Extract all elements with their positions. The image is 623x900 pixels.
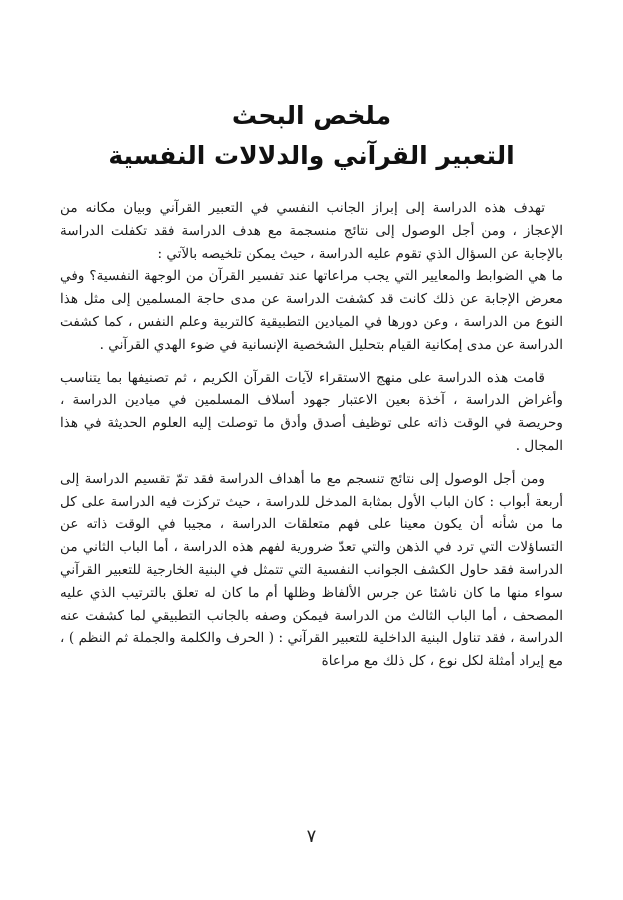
- title-block: [0, 96, 623, 176]
- page-number: ٧: [306, 826, 317, 847]
- paragraph-intro: تهدف هذه الدراسة إلى إبراز الجانب النفسي في التعبير القرآني وبيان مكانه من الإعجاز ، ومن أجل الوصول إلى نتائج منسجمة مع هدف الدراسة فقد تكفلت الدراسة بالإجابة عن السؤال الذي تقوم عليه الدراسة ، حيث يمكن تلخيصه بالآتي :: [60, 200, 563, 262]
- page-subtitle: التعبير القرآني والدلالات النفسية: [108, 141, 515, 170]
- paragraph-method: قامت هذه الدراسة على منهج الاستقراء لآيات القرآن الكريم ، ثم تصنيفها بما يتناسب وأغراض الدراسة ، آخذة بعين الاعتبار جهود أسلاف المسلمين في ميادين الدراسة ، وحريصة في الوقت ذاته على توظيف أصدق وأدق ما توصلت إليه العلوم الحديثة في هذا المجال .: [60, 369, 563, 454]
- paragraph-structure: ومن أجل الوصول إلى نتائج تنسجم مع ما أهداف الدراسة فقد تمّ تقسيم الدراسة إلى أربعة أبواب : كان الباب الأول بمثابة المدخل للدراسة ، حيث تركزت فيه الدراسة على كل ما من شأنه أن يكون معينا على فهم متعلقات الدراسة ، مجيبا في الوقت ذاته عن التساؤلات التي ترد في الذهن والتي تعدّ ضرورية لفهم هذه الدراسة ، أما الباب الثاني من الدراسة فقد حاول الكشف الجوانب النفسية التي تتمثل في البنية الخارجية للتعبير القرآني سواء منها ما كان ناشئا عن جرس الألفاظ وظلها أم ما كان له تعلق بالترتيب الذي عليه المصحف ، أما الباب الثالث من الدراسة فيمكن وصفه بالجانب التطبيقي لما كشفت عنه الدراسة ، فقد تناول البنية الداخلية للتعبير القرآني : ( الحرف والكلمة والجملة ثم النظم ) ، مع إيراد أمثلة لكل نوع ، كل ذلك مع مراعاة: [60, 470, 563, 670]
- paragraph-question: ما هي الضوابط والمعايير التي يجب مراعاتها عند تفسير القرآن من الوجهة النفسية؟ وفي معرض الإجابة عن ذلك كانت قد كشفت الدراسة عن مدى حاجة المسلمين إلى مثل هذا النوع من الدراسة ، وعن دورها في الميادين التطبيقية كالتربية وعلم النفس ، كما كشفت الدراسة عن مدى إمكانية القيام بتحليل الشخصية الإنسانية في ضوء الهدي القرآني .: [60, 268, 563, 353]
- page-title: ملخص البحث: [231, 101, 392, 130]
- body-text: [60, 197, 563, 673]
